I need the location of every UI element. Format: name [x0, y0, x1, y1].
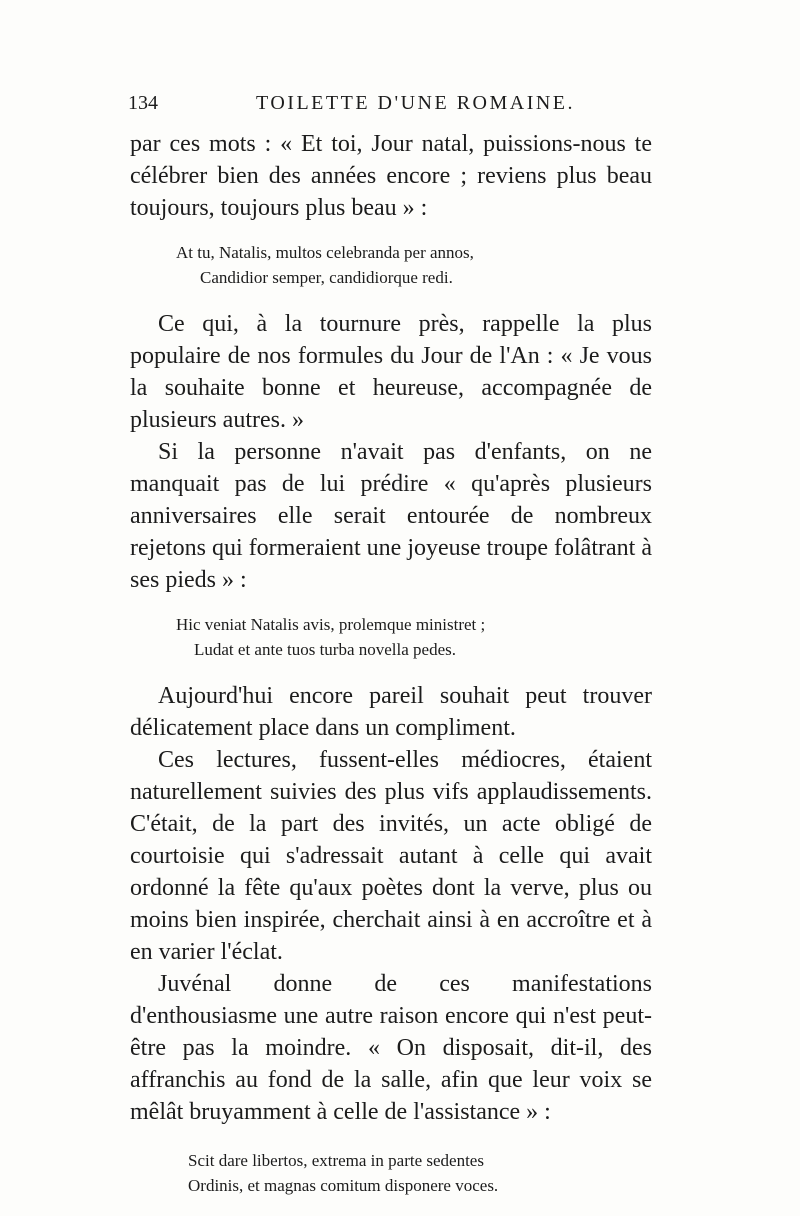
book-page [130, 92, 652, 1216]
paragraph: Si la personne n'avait pas d'enfants, on ne manquait pas de lui prédire « qu'après plusieurs anniversaires elle serait entourée de nombreux rejetons qui formeraient une joyeuse troupe folâtrant à ses pieds » : [130, 439, 652, 593]
verse-line: At tu, Natalis, multos celebranda per annos, [176, 243, 474, 262]
running-title: TOILETTE D'UNE ROMAINE. [256, 92, 576, 114]
verse-line: Ludat et ante tuos turba novella pedes. [194, 640, 456, 659]
page-body [130, 128, 652, 1198]
verse-line: Candidior semper, candidiorque redi. [200, 268, 453, 287]
verse-line: Scit dare libertos, extrema in parte sedentes [188, 1151, 484, 1170]
paragraph-continued: par ces mots : « Et toi, Jour natal, puissions-nous te célébrer bien des années encore ; reviens plus beau toujours, toujours plus beau » : [130, 131, 652, 221]
paragraph: Aujourd'hui encore pareil souhait peut trouver délicatement place dans un compliment. [130, 683, 652, 741]
paragraph: Ce qui, à la tournure près, rappelle la plus populaire de nos formules du Jour de l'An : « Je vous la souhaite bonne et heureuse, accompagnée de plusieurs autres. » [130, 311, 652, 433]
verse-line: Ordinis, et magnas comitum disponere voces. [188, 1176, 499, 1195]
paragraph: Juvénal donne de ces manifestations d'enthousiasme une autre raison encore qui n'est peut-être pas la moindre. « On disposait, dit-il, des affranchis au fond de la salle, afin que leur voix se mêlât bruyamment à celle de l'assistance » : [130, 971, 652, 1125]
latin-verse-quote [176, 612, 652, 662]
verse-line: Hic veniat Natalis avis, prolemque ministret ; [176, 615, 486, 634]
latin-verse-quote [188, 1148, 652, 1198]
paragraph: Ces lectures, fussent-elles médiocres, étaient naturellement suivies des plus vifs applaudissements. C'était, de la part des invités, un acte obligé de courtoisie qui s'adressait autant à celle qui avait ordonné la fête qu'aux poètes dont la verve, plus ou moins bien inspirée, cherchait ainsi à en accroître et à en varier l'éclat. [130, 747, 652, 965]
page-number: 134 [128, 92, 158, 114]
page-header [130, 92, 652, 128]
latin-verse-quote [176, 240, 652, 290]
